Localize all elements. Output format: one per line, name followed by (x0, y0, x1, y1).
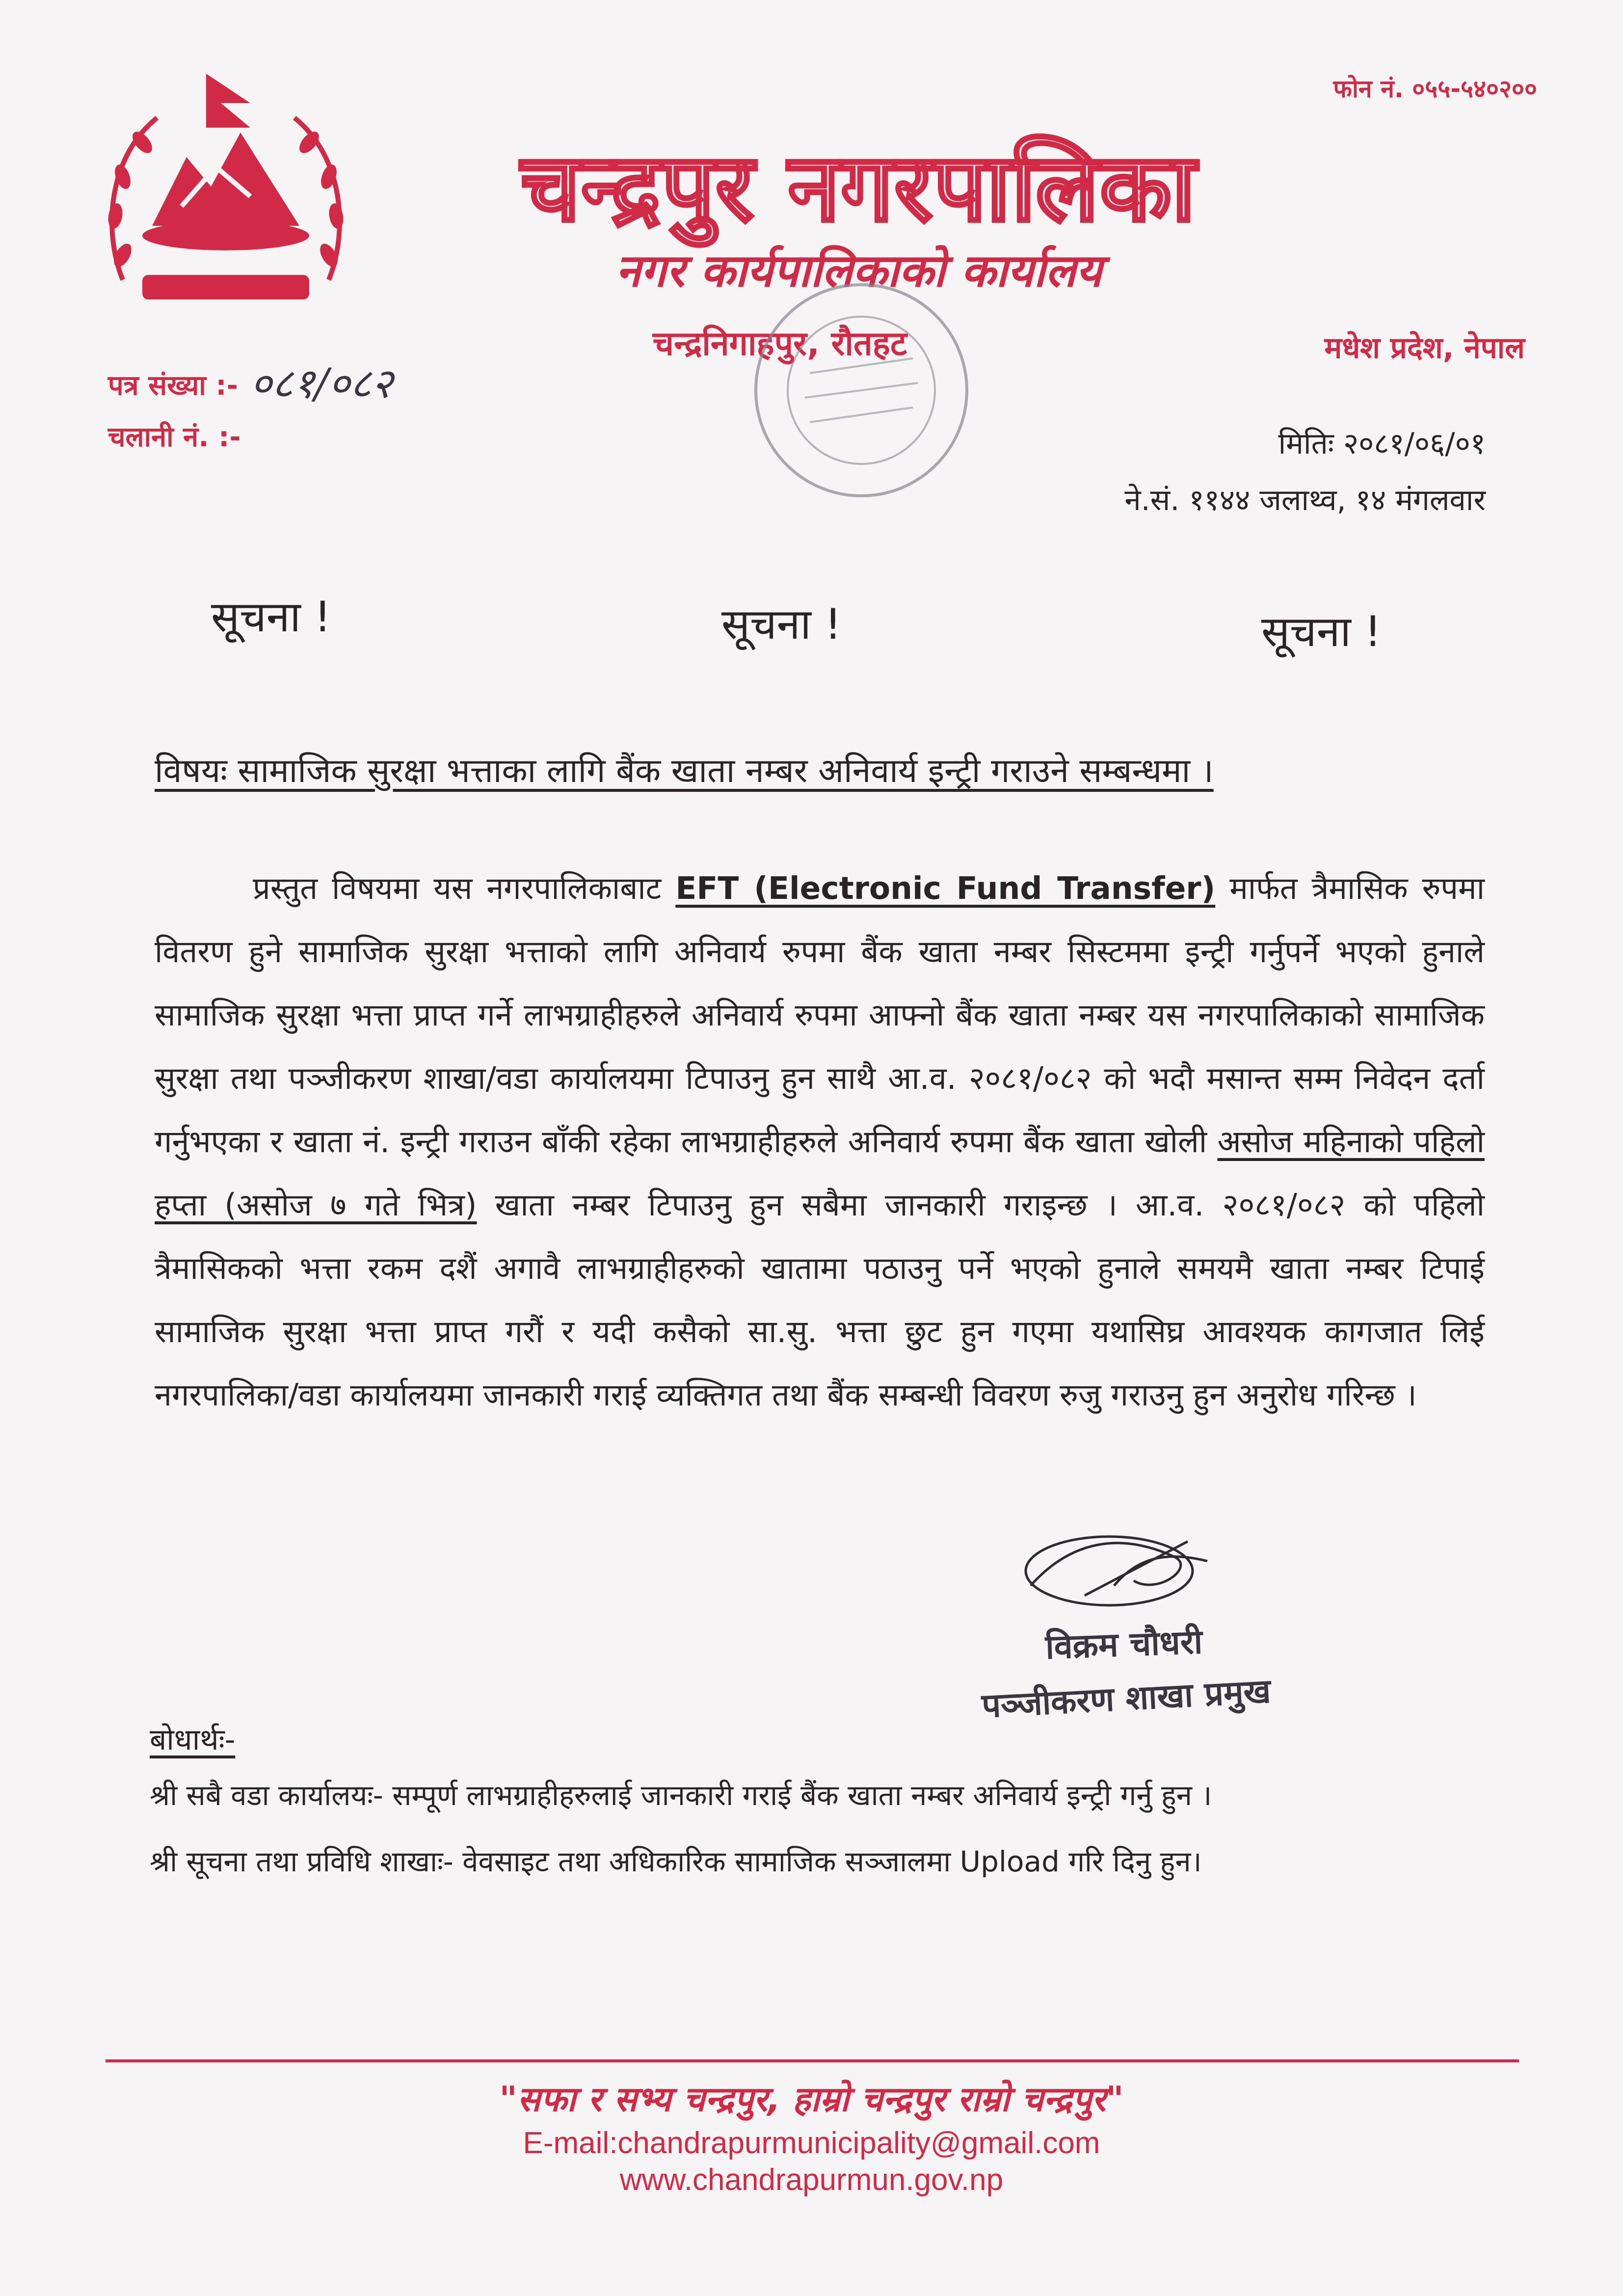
notice-body (155, 857, 1485, 1427)
footer-slogan: "सफा र सभ्य चन्द्रपुर, हाम्रो चन्द्रपुर राम्रो चन्द्रपुर" (499, 2079, 1124, 2119)
deadline-text: असोज महिनाको पहिलो हप्ता (असोज ७ गते भित्र) (155, 1124, 1485, 1223)
nepal-sambat-date: ने.सं. ११४४ जलाथ्व, १४ मंगलवार (1124, 483, 1486, 517)
phone-number: फोन नं. ०५५-५४०२०० (1333, 75, 1537, 103)
subject-line: विषयः सामाजिक सुरक्षा भत्ताका लागि बैंक खाता नम्बर अनिवार्य इन्ट्री गराउने सम्बन्धमा । (155, 752, 1214, 790)
letter-number-label: पत्र संख्या :- (108, 370, 238, 402)
notice-heading-center: सूचना ! (721, 600, 842, 649)
notice-heading-right: सूचना ! (1261, 607, 1382, 656)
signer-title: पञ्जीकरण शाखा प्रमुख (981, 1672, 1272, 1726)
letter-number-value: ०८१/०८२ (250, 359, 393, 407)
office-subtitle: नगर कार्यपालिकाको कार्यालय (615, 244, 1102, 297)
footer-divider (106, 2059, 1519, 2062)
body-part-3: खाता नम्बर टिपाउनु हुन सबैमा जानकारी गराइन्छ । आ.व. २०८१/०८२ को पहिलो त्रैमासिकको भत्ता रकम दशैं अगावै लाभग्राहीहरुको खातामा पठाउनु पर्ने भएको हुनाले समयमै खाता नम्बर टिपाई सामाजिक सुरक्षा भत्ता प्राप्त गरौं र यदी कसैको सा.सु. भत्ता छुट हुन गएमा यथासिघ्र आवश्यक कागजात लिई नगरपालिका/वडा कार्यालयमा जानकारी गराई व्यक्तिगत तथा बैंक सम्बन्धी विवरण रुजु गराउनु हुन अनुरोध गरिन्छ । (155, 1187, 1485, 1413)
cc-line-ward-offices: श्री सबै वडा कार्यालयः- सम्पूर्ण लाभग्राहीहरुलाई जानकारी गराई बैंक खाता नम्बर अनिवार्य इन्ट्री गर्नु हुन । (150, 1779, 1212, 1812)
body-part-2: मार्फत त्रैमासिक रुपमा वितरण हुने सामाजिक सुरक्षा भत्ताको लागि अनिवार्य रुपमा बैंक खाता नम्बर सिस्टममा इन्ट्री गर्नुपर्ने भएको हुनाले सामाजिक सुरक्षा भत्ता प्राप्त गर्ने लाभग्राहीहरुले अनिवार्य रुपमा आफ्नो बैंक खाता नम्बर यस नगरपालिकाको सामाजिक सुरक्षा तथा पञ्जीकरण शाखा/वडा कार्यालयमा टिपाउनु हुन साथै आ.व. २०८१/०८२ को भदौ मसान्त सम्म निवेदन दर्ता गर्नुभएका र खाता नं. इन्ट्री गराउन बाँकी रहेका लाभग्राहीहरुले अनिवार्य रुपमा बैंक खाता खोली (155, 870, 1485, 1160)
handwritten-signature-icon (1011, 1512, 1232, 1620)
cc-heading: बोधार्थः- (150, 1723, 236, 1757)
dispatch-number-label: चलानी नं. :- (108, 421, 241, 453)
municipality-title: चन्द्रपुर नगरपालिका (521, 134, 1197, 242)
province-label: मधेश प्रदेश, नेपाल (1324, 331, 1525, 365)
eft-term: EFT (Electronic Fund Transfer) (675, 870, 1216, 906)
body-part-1: प्रस्तुत विषयमा यस नगरपालिकाबाट (253, 870, 662, 906)
office-address: चन्द्रनिगाहपुर, रौतहट (653, 324, 907, 363)
office-seal-stamp-icon (746, 275, 977, 506)
signer-name: विक्रम चौधरी (1044, 1622, 1203, 1667)
footer-email: E-mail:chandrapurmunicipality@gmail.com (523, 2126, 1100, 2160)
cc-line-it-branch: श्री सूचना तथा प्रविधि शाखाः- वेवसाइट तथा अधिकारिक सामाजिक सञ्जालमा Upload गरि दिनु हुन। (150, 1845, 1202, 1878)
government-emblem-icon (88, 69, 363, 324)
footer-website: www.chandrapurmun.gov.np (619, 2163, 1004, 2197)
notice-heading-left: सूचना ! (211, 593, 331, 642)
letter-date: मितिः २०८१/०६/०१ (1278, 427, 1486, 461)
